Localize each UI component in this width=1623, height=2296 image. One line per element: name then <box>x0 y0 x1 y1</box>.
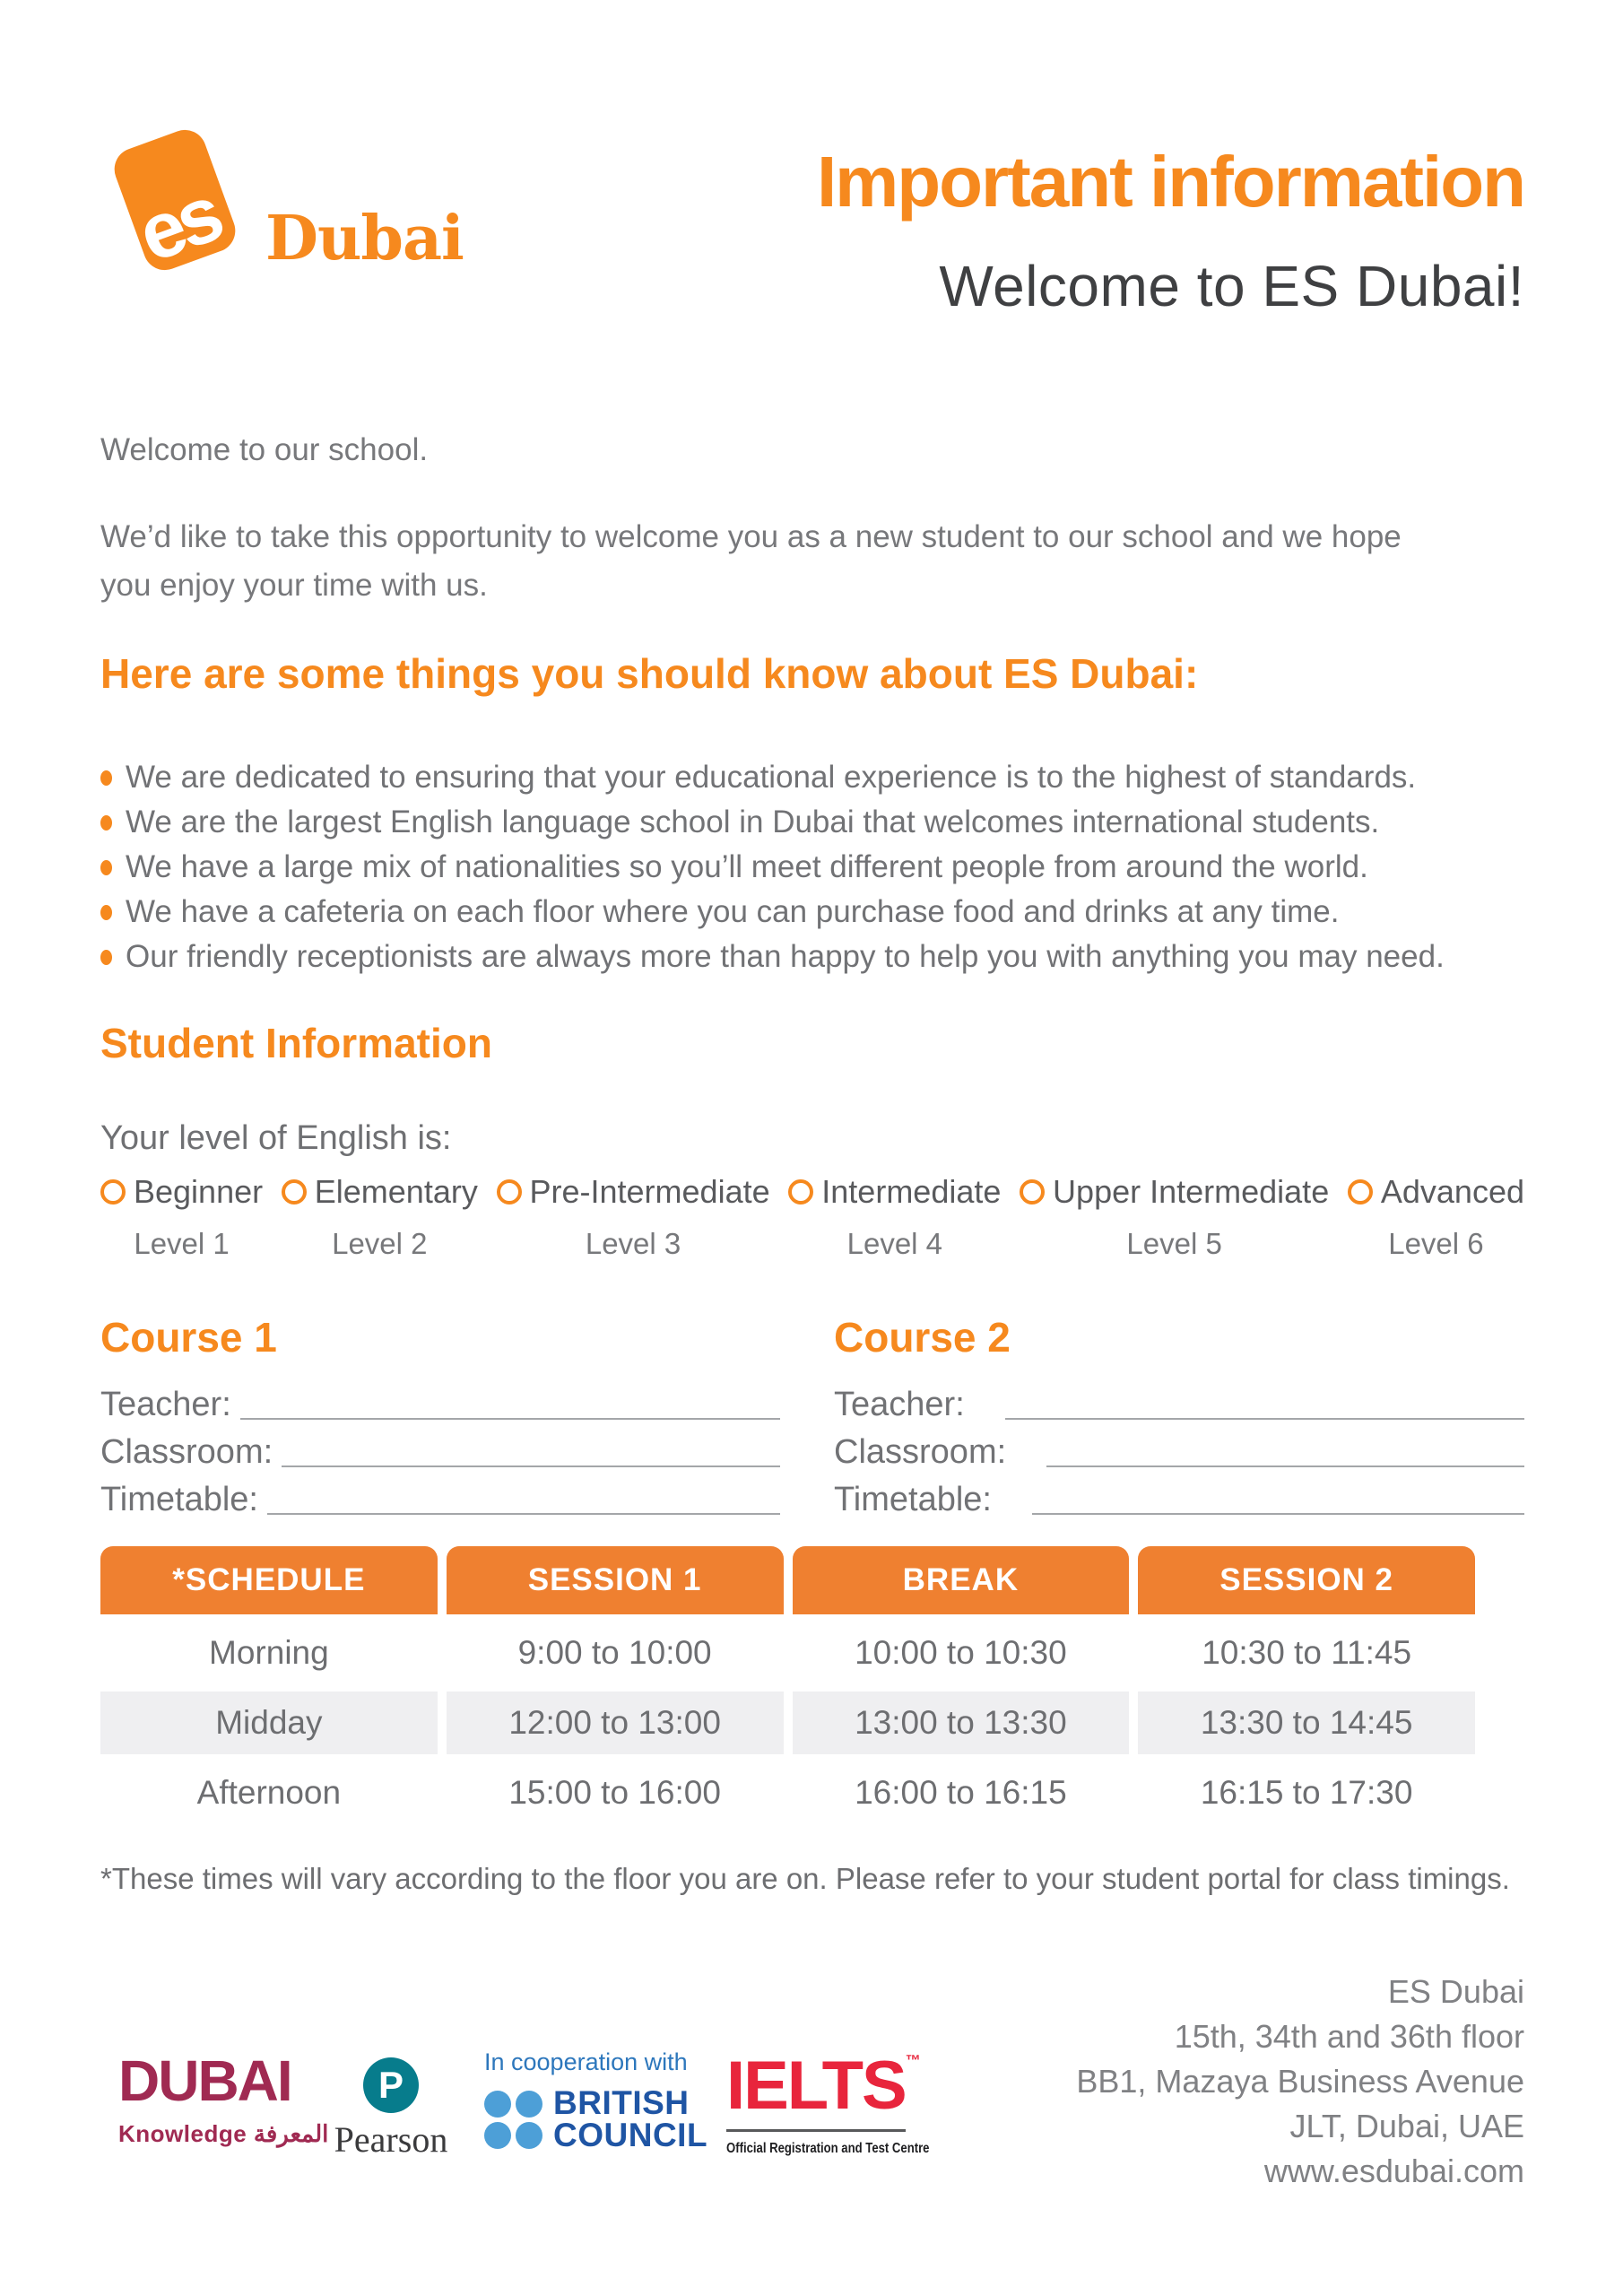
dubai-knowledge-wordmark: DUBAI <box>118 2048 291 2113</box>
timetable-field <box>100 1473 780 1520</box>
about-bullet-list <box>100 755 1445 979</box>
british-council-line1: BRITISH <box>553 2084 690 2121</box>
address-line: ES Dubai <box>1387 1973 1524 2010</box>
schedule-header-cell: BREAK <box>793 1546 1130 1614</box>
es-logo-monogram: es <box>126 169 230 279</box>
schedule-cell: 13:00 to 13:30 <box>793 1692 1130 1754</box>
british-council-tagline: In cooperation with <box>484 2048 688 2075</box>
course-2-section <box>834 1314 1524 1520</box>
radio-button-icon[interactable] <box>282 1179 307 1205</box>
intro-paragraph-2-line: We’d like to take this opportunity to welcome you as a new student to our school and we hope <box>100 519 1402 554</box>
bullet-text: Our friendly receptionists are always more than happy to help you with anything you may need. <box>126 939 1445 974</box>
pearson-p-icon: P <box>363 2057 419 2113</box>
british-council-dots-icon <box>484 2091 542 2149</box>
classroom-field <box>100 1425 780 1473</box>
classroom-input-line[interactable] <box>1046 1440 1524 1467</box>
teacher-input-line[interactable] <box>1005 1393 1524 1420</box>
radio-button-icon[interactable] <box>497 1179 522 1205</box>
ielts-trademark: ™ <box>905 2052 921 2069</box>
level-option-beginner <box>100 1173 263 1261</box>
classroom-field <box>834 1425 1524 1473</box>
page-subtitle: Welcome to ES Dubai! <box>939 254 1524 318</box>
level-prompt: Your level of English is: <box>100 1119 452 1157</box>
bc-dot-icon <box>484 2091 511 2118</box>
es-dubai-logo-wordmark: Dubai <box>265 203 464 274</box>
radio-button-icon[interactable] <box>1348 1179 1373 1205</box>
page-title: Important information <box>816 142 1524 222</box>
bullet-item <box>100 890 1445 935</box>
bullet-text: We have a large mix of nationalities so you’ll meet different people from around the world. <box>126 849 1368 884</box>
student-info-heading: Student Information <box>100 1020 492 1066</box>
british-council-line2: COUNCIL <box>553 2117 708 2153</box>
partner-logo-pearson <box>332 2057 450 2161</box>
bullet-text: We are the largest English language school in Dubai that welcomes international students. <box>126 804 1380 839</box>
partner-logo-dubai-knowledge <box>118 2048 329 2148</box>
field-label: Teacher: <box>834 1386 965 1424</box>
bullet-item <box>100 755 1445 800</box>
radio-button-icon[interactable] <box>1020 1179 1045 1205</box>
level-option-label: Pre-Intermediate <box>529 1173 770 1210</box>
partner-logo-ielts <box>726 2048 930 2157</box>
bullet-dot-icon <box>100 770 112 786</box>
classroom-input-line[interactable] <box>282 1440 780 1467</box>
ielts-divider <box>726 2129 906 2132</box>
field-label: Timetable: <box>834 1481 992 1519</box>
schedule-table <box>100 1546 1475 1831</box>
level-sublabel: Level 3 <box>585 1227 681 1260</box>
ielts-subtitle: Official Registration and Test Centre <box>726 2141 930 2156</box>
level-sublabel: Level 4 <box>846 1227 943 1260</box>
ielts-wordmark: IELTS <box>726 2048 906 2124</box>
british-council-wordmark <box>553 2084 708 2153</box>
level-option-pre-intermediate <box>497 1173 770 1261</box>
schedule-cell: 10:00 to 10:30 <box>793 1614 1130 1692</box>
bullet-item <box>100 800 1445 845</box>
schedule-header-cell: SESSION 1 <box>447 1546 784 1614</box>
teacher-field <box>834 1378 1524 1425</box>
schedule-cell: 16:15 to 17:30 <box>1138 1754 1475 1831</box>
schedule-footnote: *These times will vary according to the floor you are on. Please refer to your student portal for class timings. <box>100 1862 1510 1895</box>
field-label: Classroom: <box>100 1433 273 1472</box>
bullet-item <box>100 935 1445 979</box>
english-level-options <box>100 1173 1524 1261</box>
pearson-wordmark: Pearson <box>334 2119 448 2160</box>
level-option-label: Elementary <box>314 1173 478 1210</box>
intro-paragraph-2 <box>100 513 1402 610</box>
level-option-label: Beginner <box>134 1173 264 1210</box>
level-sublabel: Level 2 <box>332 1227 428 1260</box>
bullet-text: We have a cafeteria on each floor where you can purchase food and drinks at any time. <box>126 894 1340 929</box>
intro-paragraph-2-line: you enjoy your time with us. <box>100 568 488 603</box>
timetable-field <box>834 1473 1524 1520</box>
level-sublabel: Level 5 <box>1126 1227 1222 1260</box>
course-1-section <box>100 1314 780 1520</box>
teacher-field <box>100 1378 780 1425</box>
bc-dot-icon <box>484 2122 511 2149</box>
bullet-dot-icon <box>100 815 112 831</box>
address-line: BB1, Mazaya Business Avenue <box>1076 2063 1524 2100</box>
address-block <box>1076 1970 1524 2194</box>
timetable-input-line[interactable] <box>1032 1488 1524 1515</box>
schedule-cell: Midday <box>100 1692 438 1754</box>
level-option-label: Advanced <box>1380 1173 1524 1210</box>
bullet-dot-icon <box>100 905 112 920</box>
schedule-cell: 10:30 to 11:45 <box>1138 1614 1475 1692</box>
field-label: Teacher: <box>100 1386 231 1424</box>
level-option-intermediate <box>788 1173 1001 1261</box>
intro-paragraph-1: Welcome to our school. <box>100 432 429 467</box>
bullet-dot-icon <box>100 860 112 875</box>
address-line: JLT, Dubai, UAE <box>1289 2108 1524 2144</box>
level-option-advanced <box>1348 1173 1524 1261</box>
schedule-header-cell: SESSION 2 <box>1138 1546 1475 1614</box>
level-option-label: Upper Intermediate <box>1053 1173 1330 1210</box>
timetable-input-line[interactable] <box>267 1488 780 1515</box>
bullet-text: We are dedicated to ensuring that your educational experience is to the highest of standards. <box>126 760 1417 795</box>
radio-button-icon[interactable] <box>788 1179 813 1205</box>
radio-button-icon[interactable] <box>100 1179 126 1205</box>
level-sublabel: Level 6 <box>1388 1227 1484 1260</box>
website-link[interactable]: www.esdubai.com <box>1263 2152 1524 2189</box>
bullet-item <box>100 845 1445 890</box>
schedule-cell: Morning <box>100 1614 438 1692</box>
course-heading: Course 2 <box>834 1314 1011 1361</box>
level-option-upper-intermediate <box>1020 1173 1329 1261</box>
level-option-label: Intermediate <box>821 1173 1002 1210</box>
level-sublabel: Level 1 <box>134 1227 230 1260</box>
address-line: 15th, 34th and 36th floor <box>1174 2018 1524 2055</box>
about-heading: Here are some things you should know about ES Dubai: <box>100 650 1199 697</box>
schedule-header-cell: *SCHEDULE <box>100 1546 438 1614</box>
schedule-cell: 16:00 to 16:15 <box>793 1754 1130 1831</box>
level-option-elementary <box>282 1173 478 1261</box>
field-label: Classroom: <box>834 1433 1007 1472</box>
schedule-cell: 12:00 to 13:00 <box>447 1692 784 1754</box>
dubai-knowledge-subtitle: Knowledge المعرفة <box>118 2120 329 2147</box>
bc-dot-icon <box>516 2122 542 2149</box>
course-heading: Course 1 <box>100 1314 277 1361</box>
schedule-cell: 13:30 to 14:45 <box>1138 1692 1475 1754</box>
schedule-cell: 9:00 to 10:00 <box>447 1614 784 1692</box>
partner-logo-british-council <box>484 2048 707 2152</box>
bc-dot-icon <box>516 2091 542 2118</box>
schedule-cell: 15:00 to 16:00 <box>447 1754 784 1831</box>
teacher-input-line[interactable] <box>240 1393 780 1420</box>
schedule-cell: Afternoon <box>100 1754 438 1831</box>
bullet-dot-icon <box>100 950 112 965</box>
field-label: Timetable: <box>100 1481 258 1519</box>
